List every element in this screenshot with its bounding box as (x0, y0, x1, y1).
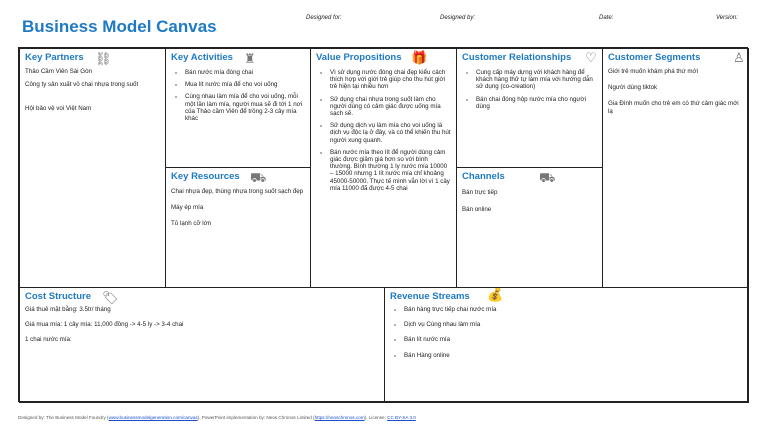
customer-segments-block (602, 48, 749, 288)
channels-block (456, 167, 603, 288)
value-proposition-item: • Vì sử dụng nước đóng chai đẹp kiểu cách thích hợp với giới trẻ giúp cho thu hút giới trẻ hiện tại nhiều hơn (330, 69, 451, 91)
footer-text: ). PowerPoint implementation by: Neos Chronos Limited ( (197, 415, 315, 420)
revenue-streams-title: Revenue Streams (390, 291, 470, 302)
cost-item: Giá thuê mặt bằng: 3.5tr/ tháng (25, 306, 111, 313)
version-label: Version: (716, 15, 738, 21)
footer-link-canvas[interactable]: www.businessmodelgeneration.com/canvas (108, 415, 198, 420)
value-propositions-title: Value Propositions (316, 52, 402, 63)
customer-segment-item: Người dùng tiktok (608, 84, 658, 92)
customer-segment-item: Giới trẻ muốn khám phá thứ mới (608, 68, 698, 75)
person-icon: ♙ (733, 50, 745, 65)
heart-icon: ♡ (585, 50, 597, 65)
key-activity-item: • Mua lít nước mía để cho voi uống (185, 81, 305, 88)
key-partners-title: Key Partners (25, 52, 84, 63)
value-proposition-item: • Sử dụng dịch vụ làm mía cho voi uống là dịch vụ độc lạ ở đây, và có thể khiến thu hút người xung quanh. (330, 122, 451, 144)
revenue-item: • Bán hàng trực tiếp chai nước mía (404, 306, 743, 313)
key-activity-item: • Bán nước mía đóng chai (185, 69, 305, 76)
footer-text: ). License: (364, 415, 388, 420)
footer-text: Designed by: The Business Model Foundry ( (18, 415, 109, 420)
footer-link-license[interactable]: CC BY-SA 3.0 (387, 415, 416, 420)
value-proposition-item: • Sử dụng chai nhựa trong suốt làm cho người dùng có cảm giác được uống mía sạch sẽ. (330, 96, 451, 118)
customer-relationship-item: • Cung cấp máy dựng với khách hàng để khách hàng thử tự làm mía với hướng dẫn sử dụng (co-creation) (476, 69, 597, 91)
revenue-item: • Bán Hàng online (404, 352, 743, 359)
canvas-frame (18, 47, 748, 402)
page-title: Business Model Canvas (22, 17, 217, 36)
truck-icon: ⛟ (539, 170, 556, 185)
channels-title: Channels (462, 171, 505, 182)
customer-relationships-block (456, 48, 603, 168)
gift-icon: 🎁 (411, 50, 428, 65)
key-resources-block (165, 167, 311, 288)
key-resource-item: Chai nhựa đẹp, thùng nhựa trong suốt sạch đẹp (171, 188, 304, 195)
value-proposition-item: • Bán nước mía theo lít để người dùng cảm giác được giảm giá hơn so với bình thường. Bình thường 1 ly nước mía 10000 – 15000 nhưng 1 lít nước mía chỉ khoảng 45000-50000. Thực tế mình vắn lời vì 1 cây mía 11000 đã được 4-5 chai (330, 149, 451, 192)
channel-item: Bán trực tiếp (462, 189, 498, 196)
key-partner-item: Thảo Cầm Viên Sài Gòn (25, 68, 92, 75)
key-resource-item: Máy ép mía (171, 204, 204, 212)
revenue-item: • Bán lít nước mía (404, 336, 743, 343)
value-propositions-block (310, 48, 457, 288)
cost-item: Giá mua mía: 1 cây mía: 11,000 đồng -> 4-5 ly -> 3-4 chai (25, 321, 184, 329)
customer-relationships-title: Customer Relationships (462, 52, 572, 63)
date-label: Date: (599, 15, 614, 21)
channel-item: Bán online (462, 206, 492, 214)
truck-icon: ⛟ (250, 170, 267, 185)
customer-relationship-item: • Bán chai đóng hộp nước mía cho người dùng (476, 96, 597, 110)
link-icon: ⛓ (95, 51, 112, 66)
cost-item: 1 chai nước mía: (25, 336, 72, 344)
money-icon: 💰 (487, 287, 504, 302)
revenue-item: • Dịch vụ Cùng nhau làm mía (404, 321, 743, 328)
revenue-streams-block (384, 287, 749, 403)
key-resources-title: Key Resources (171, 171, 240, 182)
tag-icon: 🏷 (102, 290, 119, 305)
designed-by-label: Designed by: (440, 15, 476, 21)
factory-icon: ♜ (244, 51, 256, 66)
designed-for-label: Designed for: (306, 15, 342, 21)
key-activity-item: • Cùng nhau làm mía để cho voi uống, mỗi một lần làm mía, người mua sẽ đi tới 1 nơi của Thảo cầm Viên để trồng 2-3 cây mía khác (185, 93, 305, 122)
cost-structure-title: Cost Structure (25, 291, 91, 302)
key-resource-item: Tủ lạnh cỡ lớn (171, 220, 212, 228)
customer-segment-item: Gia Đình muốn cho trẻ em có thứ cảm giác mới lạ (608, 100, 739, 115)
key-partners-block (19, 48, 166, 288)
footer-link-neoschronos[interactable]: https://neoschronos.com (314, 415, 365, 420)
key-partner-item: Hội bảo vệ voi Việt Nam (25, 105, 92, 113)
key-partner-item: Công ty sản xuất vỏ chai nhựa trong suốt (25, 81, 139, 89)
footer-credits (18, 415, 416, 420)
cost-structure-block (19, 287, 385, 403)
key-activities-block (165, 48, 311, 168)
customer-segments-title: Customer Segments (608, 52, 701, 63)
key-activities-title: Key Activities (171, 52, 233, 63)
